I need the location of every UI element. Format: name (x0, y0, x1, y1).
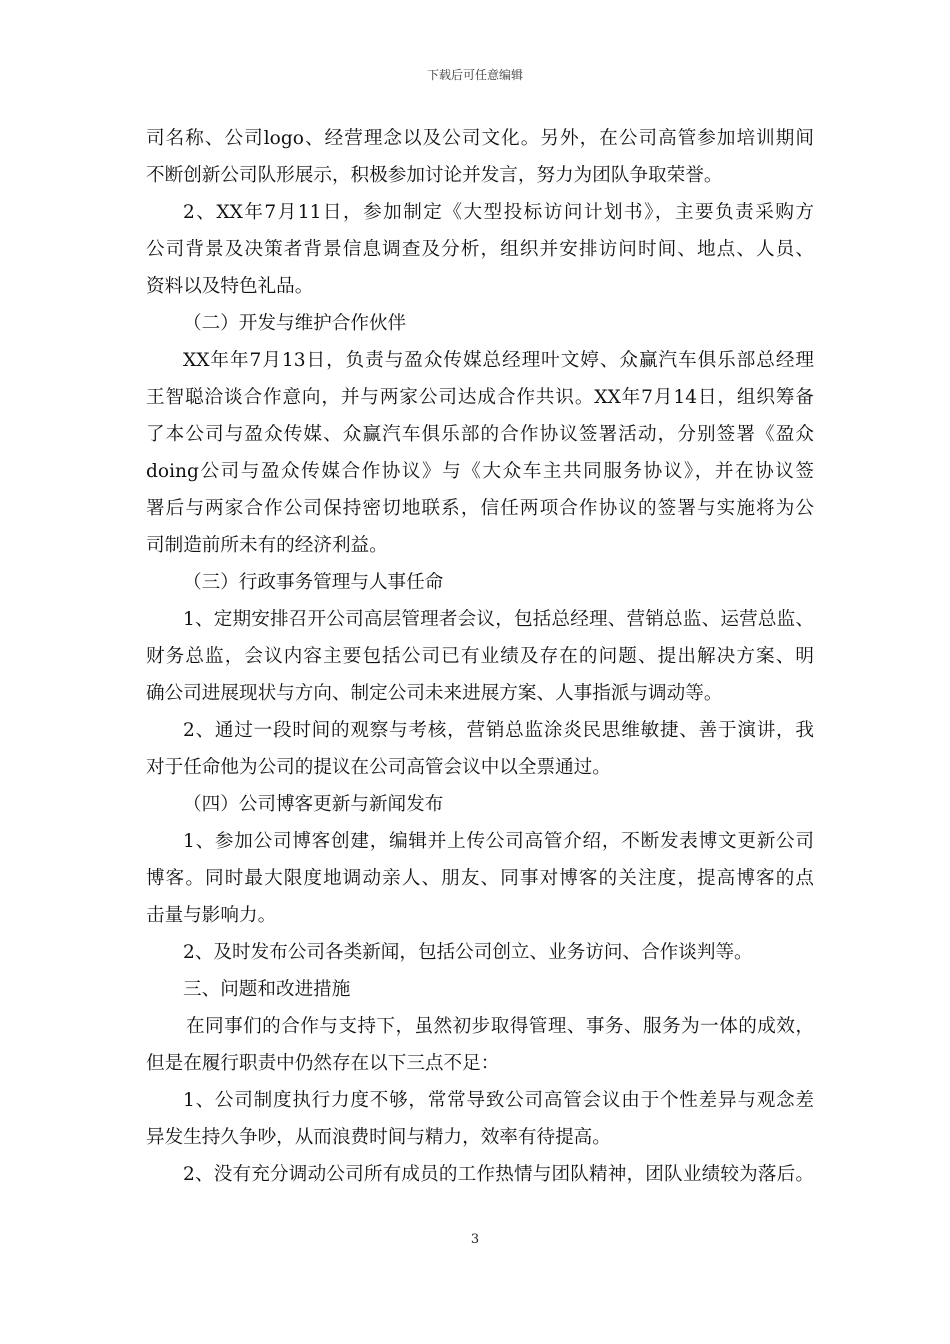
text-line: 博客。同时最大限度地调动亲人、朋友、同事对博客的关注度，提高博客的点 (146, 868, 814, 889)
text-line: 2、通过一段时间的观察与考核，营销总监涂炎民思维敏捷、善于演讲，我 (183, 720, 814, 741)
text-line: 对于任命他为公司的提议在公司高管会议中以全票通过。 (146, 757, 611, 778)
text-line: （三）行政事务管理与人事任命 (183, 572, 444, 593)
text-line: 确公司进展现状与方向、制定公司未来进展方案、人事指派与调动等。 (146, 683, 723, 704)
text-line: 署后与两家合作公司保持密切地联系，信任两项合作协议的签署与实施将为公 (146, 498, 814, 519)
text-line: 异发生持久争吵，从而浪费时间与精力，效率有待提高。 (146, 1127, 611, 1148)
text-line: 在同事们的合作与支持下，虽然初步取得管理、事务、服务为一体的成效， (186, 1016, 814, 1037)
text-line: （二）开发与维护合作伙伴 (183, 313, 407, 334)
text-line: 2、没有充分调动公司所有成员的工作热情与团队精神，团队业绩较为落后。 (183, 1164, 814, 1185)
text-line: 2、及时发布公司各类新闻，包括公司创立、业务访问、合作谈判等。 (183, 942, 753, 963)
text-line: 1、参加公司博客创建，编辑并上传公司高管介绍，不断发表博文更新公司 (183, 831, 814, 852)
text-line: （四）公司博客更新与新闻发布 (183, 794, 444, 815)
text-line: 1、公司制度执行力度不够，常常导致公司高管会议由于个性差异与观念差 (183, 1090, 814, 1111)
text-line: 1、定期安排召开公司高层管理者会议，包括总经理、营销总监、运营总监、 (183, 609, 814, 630)
text-line: 击量与影响力。 (146, 905, 277, 926)
text-line: 但是在履行职责中仍然存在以下三点不足： (146, 1053, 500, 1074)
text-line: 2、XX年7月11日，参加制定《大型投标访问计划书》，主要负责采购方 (183, 202, 814, 223)
text-line: 了本公司与盈众传媒、众赢汽车俱乐部的合作协议签署活动，分别签署《盈众 (146, 424, 814, 445)
text-line: 资料以及特色礼品。 (146, 276, 314, 297)
text-line: 司制造前所未有的经济利益。 (146, 535, 388, 556)
text-line: 公司背景及决策者背景信息调查及分析，组织并安排访问时间、地点、人员、 (146, 239, 814, 260)
page-number: 3 (470, 1232, 480, 1247)
text-line: 司名称、公司logo、经营理念以及公司文化。另外，在公司高管参加培训期间 (146, 128, 814, 149)
text-line: XX年年7月13日，负责与盈众传媒总经理叶文婷、众赢汽车俱乐部总经理 (183, 350, 814, 371)
text-line: 不断创新公司队形展示，积极参加讨论并发言，努力为团队争取荣誉。 (146, 165, 723, 186)
page-header: 下载后可任意编辑 (426, 68, 523, 82)
text-line: 王智聪洽谈合作意向，并与两家公司达成合作共识。XX年7月14日，组织筹备 (146, 387, 814, 408)
text-line: 三、问题和改进措施 (183, 979, 351, 1000)
document-body (146, 120, 814, 1193)
text-line: 财务总监，会议内容主要包括公司已有业绩及存在的问题、提出解决方案、明 (146, 646, 814, 667)
text-line: doing公司与盈众传媒合作协议》与《大众车主共同服务协议》，并在协议签 (146, 461, 814, 482)
